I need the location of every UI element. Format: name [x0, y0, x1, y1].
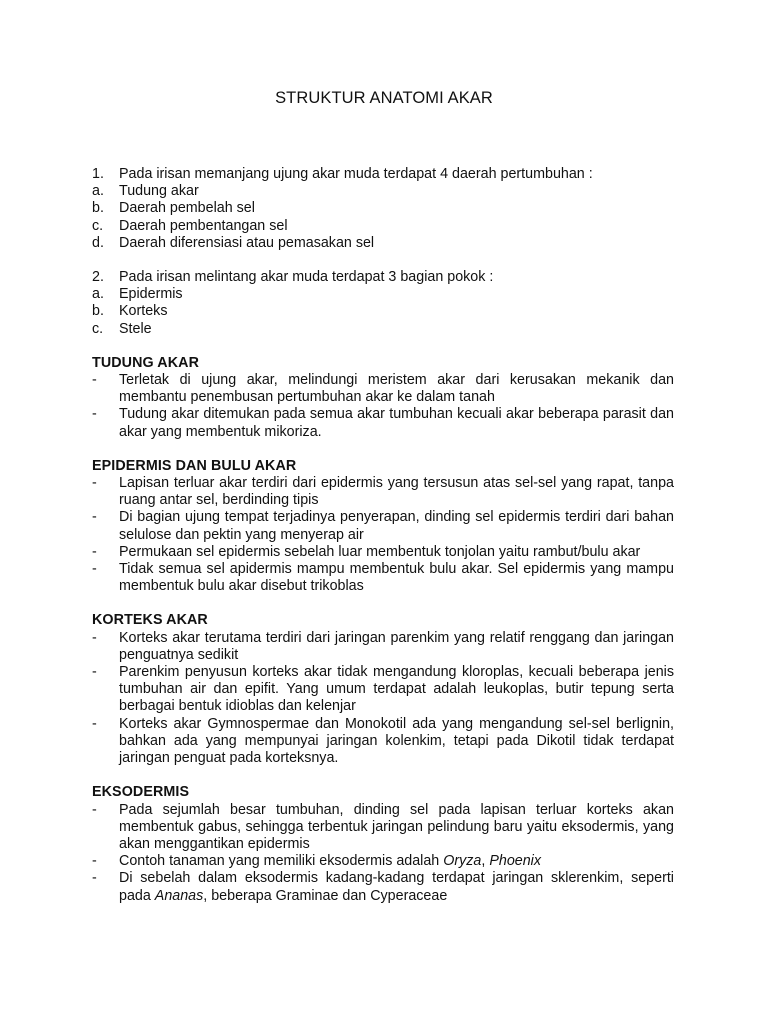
- list-item: [92, 303, 674, 320]
- list-item-label: b.: [92, 200, 104, 217]
- list-item-text: Daerah pembelah sel: [119, 200, 255, 217]
- document-body: [92, 166, 674, 922]
- list-item: [92, 183, 674, 200]
- bullet-dash: -: [92, 801, 97, 818]
- section-heading: KORTEKS AKAR: [92, 612, 208, 629]
- bullet-text-prefix: Di sebelah dalam eksodermis kadang-kadang terdapat jaringan sklerenkim, seperti pada: [119, 870, 674, 904]
- list-item: [92, 321, 674, 338]
- list-item-label: b.: [92, 303, 104, 320]
- section-heading: EPIDERMIS DAN BULU AKAR: [92, 457, 297, 474]
- list-item-text: Daerah pembentangan sel: [119, 217, 288, 234]
- section-heading: TUDUNG AKAR: [92, 354, 199, 371]
- list-item: [92, 286, 674, 303]
- bullet-text-separator: ,: [481, 853, 490, 870]
- section-heading: EKSODERMIS: [92, 784, 190, 801]
- species-name: Oryza: [443, 853, 482, 870]
- bullet-text: Permukaan sel epidermis sebelah luar membentuk tonjolan yaitu rambut/bulu akar: [119, 543, 641, 560]
- bullet-text: Tidak semua sel apidermis mampu membentuk bulu akar. Sel epidermis yang mampu membentuk bulu akar disebut trikoblas: [119, 561, 674, 595]
- bullet-dash: -: [92, 543, 97, 560]
- list-number: 1.: [92, 166, 104, 182]
- list-item-label: a.: [92, 183, 104, 200]
- list-growth-zones: [92, 166, 674, 252]
- bullet-dash: -: [92, 509, 97, 526]
- list-item-label: c.: [92, 320, 104, 337]
- bullet-item: [92, 406, 674, 440]
- bullet-item: [92, 630, 674, 664]
- bullet-text: Lapisan terluar akar terdiri dari epidermis yang tersusun atas sel-sel yang rapat, tanpa ruang antar sel, berdinding tipis: [119, 475, 674, 509]
- bullet-text: Terletak di ujung akar, melindungi meristem akar dari kerusakan mekanik dan membantu penembusan pertumbuhan akar ke dalam tanah: [119, 372, 674, 406]
- section-eksodermis: [92, 784, 674, 904]
- bullet-item: [92, 561, 674, 595]
- list-item-text: Daerah diferensiasi atau pemasakan sel: [119, 234, 375, 251]
- list-item: [92, 218, 674, 235]
- bullet-dash: -: [92, 372, 97, 389]
- bullet-item: [92, 802, 674, 854]
- bullet-item: [92, 544, 674, 561]
- bullet-text: Korteks akar terutama terdiri dari jaringan parenkim yang relatif renggang dan jaringan penguatnya sedikit: [119, 629, 674, 663]
- bullet-text: [119, 870, 674, 904]
- list-item-label: a.: [92, 286, 104, 303]
- list-item: [92, 235, 674, 252]
- bullet-item: [92, 475, 674, 509]
- bullet-dash: -: [92, 475, 97, 492]
- list-item-label: c.: [92, 217, 104, 234]
- bullet-dash: -: [92, 664, 97, 681]
- list-intro: [92, 269, 674, 286]
- bullet-item: [92, 509, 674, 543]
- bullet-dash: -: [92, 561, 97, 578]
- bullet-item: [92, 853, 674, 870]
- bullet-text: Korteks akar Gymnospermae dan Monokotil ada yang mengandung sel-sel berlignin, bahkan ada yang mempunyai jaringan kolenkim, tetapi pada Dikotil tidak terdapat jaringan penguat pada korteksnya.: [119, 715, 674, 767]
- bullet-text: Pada sejumlah besar tumbuhan, dinding sel pada lapisan terluar korteks akan membentuk gabus, sehingga terbentuk jaringan pelindung baru yaitu eksodermis, yang akan menggantikan epidermis: [119, 801, 674, 852]
- bullet-dash: -: [92, 406, 97, 423]
- bullet-text: Di bagian ujung tempat terjadinya penyerapan, dinding sel epidermis terdiri dari bahan selulose dan pektin yang menyerap air: [119, 509, 674, 543]
- bullet-text-prefix: Contoh tanaman yang memiliki eksodermis adalah: [119, 853, 444, 870]
- list-number: 2.: [92, 269, 104, 286]
- bullet-item: [92, 870, 674, 904]
- species-name: Phoenix: [489, 853, 541, 870]
- section-epidermis: [92, 458, 674, 596]
- bullet-dash: -: [92, 853, 97, 870]
- list-item: [92, 200, 674, 217]
- list-item-label: d.: [92, 234, 104, 251]
- bullet-item: [92, 664, 674, 716]
- bullet-text: [119, 853, 674, 870]
- bullet-dash: -: [92, 629, 97, 646]
- list-item-text: Stele: [119, 320, 152, 337]
- bullet-dash: -: [92, 715, 97, 732]
- list-item-text: Tudung akar: [119, 183, 199, 200]
- list-item-text: Korteks: [119, 303, 168, 320]
- bullet-item: [92, 372, 674, 406]
- bullet-text: Parenkim penyusun korteks akar tidak mengandung kloroplas, kecuali beberapa jenis tumbuhan air dan epifit. Yang umum terdapat adalah leukoplas, butir tepung serta berbagai bentuk idioblas dan kelenjar: [119, 664, 674, 715]
- section-korteks-akar: [92, 612, 674, 767]
- bullet-text-suffix: , beberapa Graminae dan Cyperaceae: [203, 887, 448, 904]
- bullet-text: Tudung akar ditemukan pada semua akar tumbuhan kecuali akar beberapa parasit dan akar yang membentuk mikoriza.: [119, 406, 674, 440]
- species-name: Ananas: [154, 887, 204, 904]
- section-tudung-akar: [92, 355, 674, 441]
- bullet-dash: -: [92, 870, 97, 887]
- page-title: STRUKTUR ANATOMI AKAR: [275, 89, 493, 107]
- list-intro: [92, 166, 674, 183]
- bullet-item: [92, 716, 674, 768]
- list-intro-text: Pada irisan melintang akar muda terdapat 3 bagian pokok :: [119, 269, 494, 286]
- list-item-text: Epidermis: [119, 286, 183, 303]
- list-intro-text: Pada irisan memanjang ujung akar muda terdapat 4 daerah pertumbuhan :: [119, 166, 593, 182]
- list-main-parts: [92, 269, 674, 338]
